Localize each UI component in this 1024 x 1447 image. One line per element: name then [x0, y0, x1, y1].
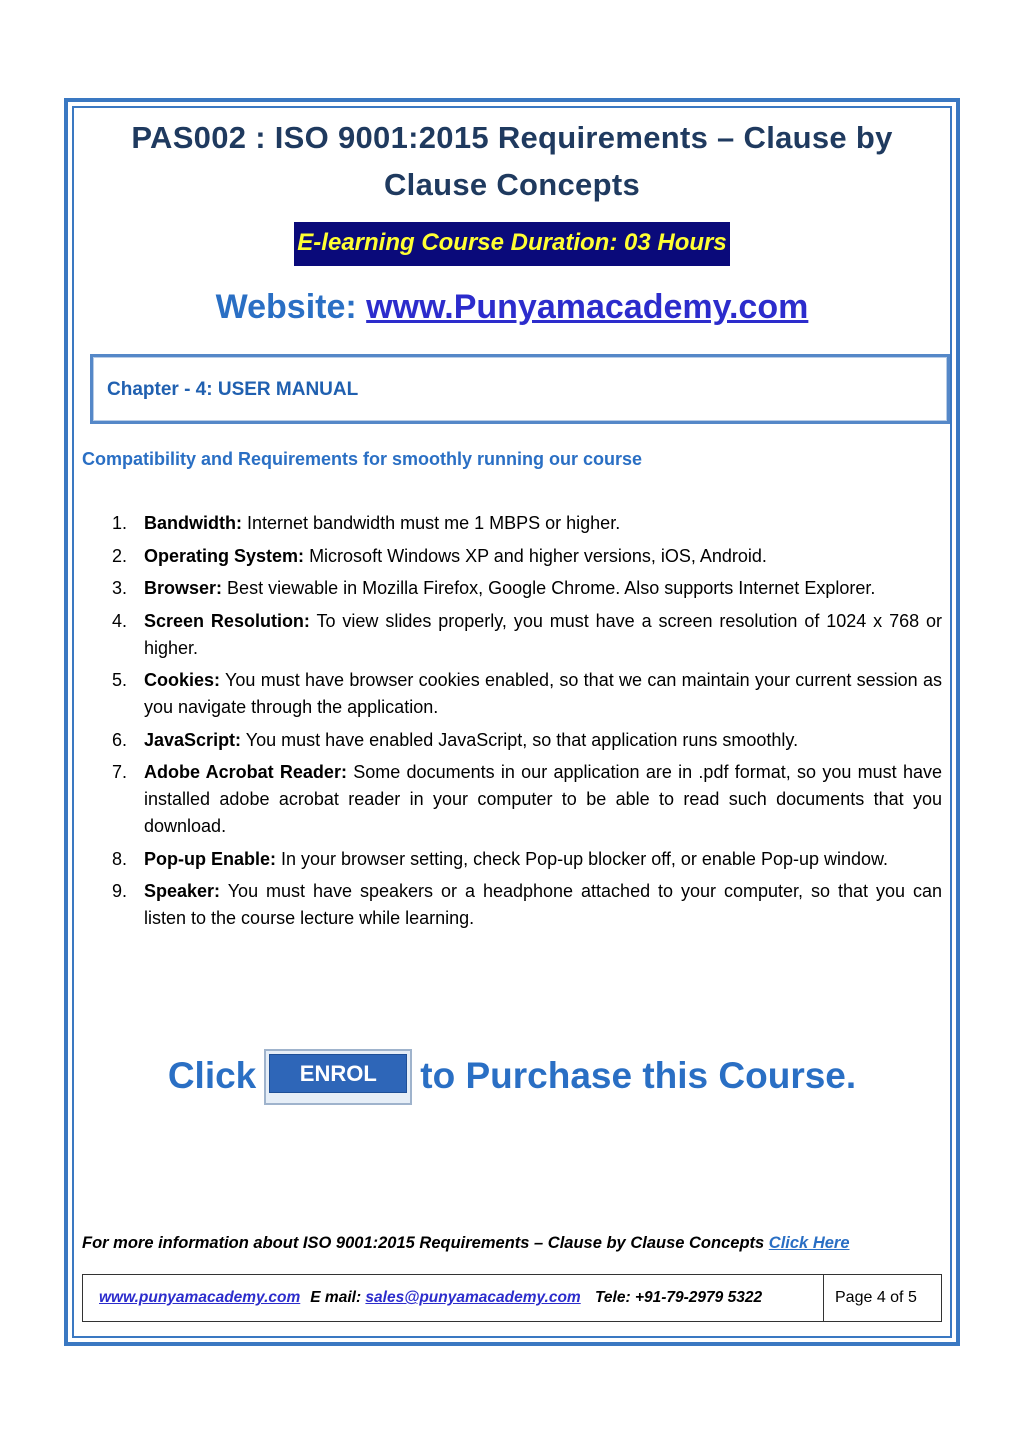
item-number: 6.: [112, 729, 128, 750]
item-label: Browser:: [144, 578, 223, 598]
website-line: [0, 288, 1024, 327]
list-item: [100, 575, 942, 602]
item-label: Adobe Acrobat Reader:: [144, 762, 347, 782]
item-number: 3.: [112, 578, 128, 598]
more-info-line: [82, 1234, 850, 1253]
footer-email-link[interactable]: sales@punyamacademy.com: [365, 1289, 581, 1306]
item-text: Internet bandwidth must me 1 MBPS or higher.: [247, 513, 621, 533]
item-text: You must have browser cookies enabled, so that we can maintain your current session as you navigate through the application.: [144, 670, 942, 717]
item-number: 9.: [112, 881, 128, 901]
website-label: Website:: [215, 288, 357, 326]
requirements-list: [100, 510, 942, 938]
section-heading: Compatibility and Requirements for smoothly running our course: [82, 449, 643, 469]
list-item: [100, 727, 942, 754]
enrol-button-label: ENROL: [269, 1054, 407, 1093]
list-item: [100, 759, 942, 840]
purchase-cta: [0, 1046, 1024, 1106]
item-label: Cookies:: [144, 670, 221, 690]
item-label: Pop-up Enable:: [144, 848, 276, 869]
item-number: 2.: [112, 545, 128, 566]
cta-prefix: Click: [167, 1055, 257, 1096]
item-text: Best viewable in Mozilla Firefox, Google Chrome. Also supports Internet Explorer.: [227, 578, 876, 598]
website-link[interactable]: www.Punyamacademy.com: [366, 288, 809, 326]
chapter-box: [90, 354, 950, 424]
item-number: 1.: [112, 513, 128, 533]
footer-divider: [823, 1275, 824, 1321]
click-here-link[interactable]: Click Here: [768, 1234, 850, 1252]
page-title: PAS002 : ISO 9001:2015 Requirements – Clause by Clause Concepts: [131, 120, 893, 202]
enrol-button[interactable]: [264, 1049, 412, 1105]
list-item: [100, 543, 942, 570]
footer-tele: Tele: +91-79-2979 5322: [595, 1289, 763, 1306]
list-item: [100, 608, 942, 662]
list-item: [100, 846, 942, 873]
footer-contact: [99, 1289, 762, 1307]
item-text: Some documents in our application are in .pdf format, so you must have installed adobe acrobat reader in your computer to be able to read such documents that you download.: [144, 762, 942, 836]
list-item: [100, 667, 942, 721]
item-text: In your browser setting, check Pop-up blocker off, or enable Pop-up window.: [281, 848, 889, 869]
list-item: [100, 510, 942, 537]
item-number: 8.: [112, 848, 128, 869]
item-label: Operating System:: [144, 545, 305, 566]
footer: [82, 1274, 942, 1322]
chapter-title: Chapter - 4: USER MANUAL: [107, 379, 359, 400]
page-number: Page 4 of 5: [835, 1289, 917, 1306]
footer-email-label: E mail:: [310, 1289, 362, 1306]
item-text: You must have speakers or a headphone attached to your computer, so that you can listen to the course lecture while learning.: [144, 881, 942, 928]
cta-suffix: to Purchase this Course.: [420, 1055, 857, 1096]
item-label: Speaker:: [144, 881, 221, 901]
list-item: [100, 878, 942, 932]
item-label: Bandwidth:: [144, 513, 242, 533]
item-text: To view slides properly, you must have a screen resolution of 1024 x 768 or higher.: [144, 610, 943, 658]
item-text: Microsoft Windows XP and higher versions, iOS, Android.: [309, 545, 767, 566]
item-number: 4.: [112, 610, 128, 631]
item-number: 7.: [112, 762, 128, 782]
duration-banner: [0, 222, 1024, 266]
footer-website-link[interactable]: www.punyamacademy.com: [99, 1289, 301, 1306]
item-text: You must have enabled JavaScript, so that application runs smoothly.: [245, 729, 799, 750]
item-number: 5.: [112, 670, 128, 690]
item-label: Screen Resolution:: [144, 610, 310, 631]
course-duration: E-learning Course Duration: 03 Hours: [294, 222, 729, 266]
more-info-text: For more information about ISO 9001:2015 Requirements – Clause by Clause Concepts: [82, 1234, 765, 1252]
item-label: JavaScript:: [144, 729, 242, 750]
